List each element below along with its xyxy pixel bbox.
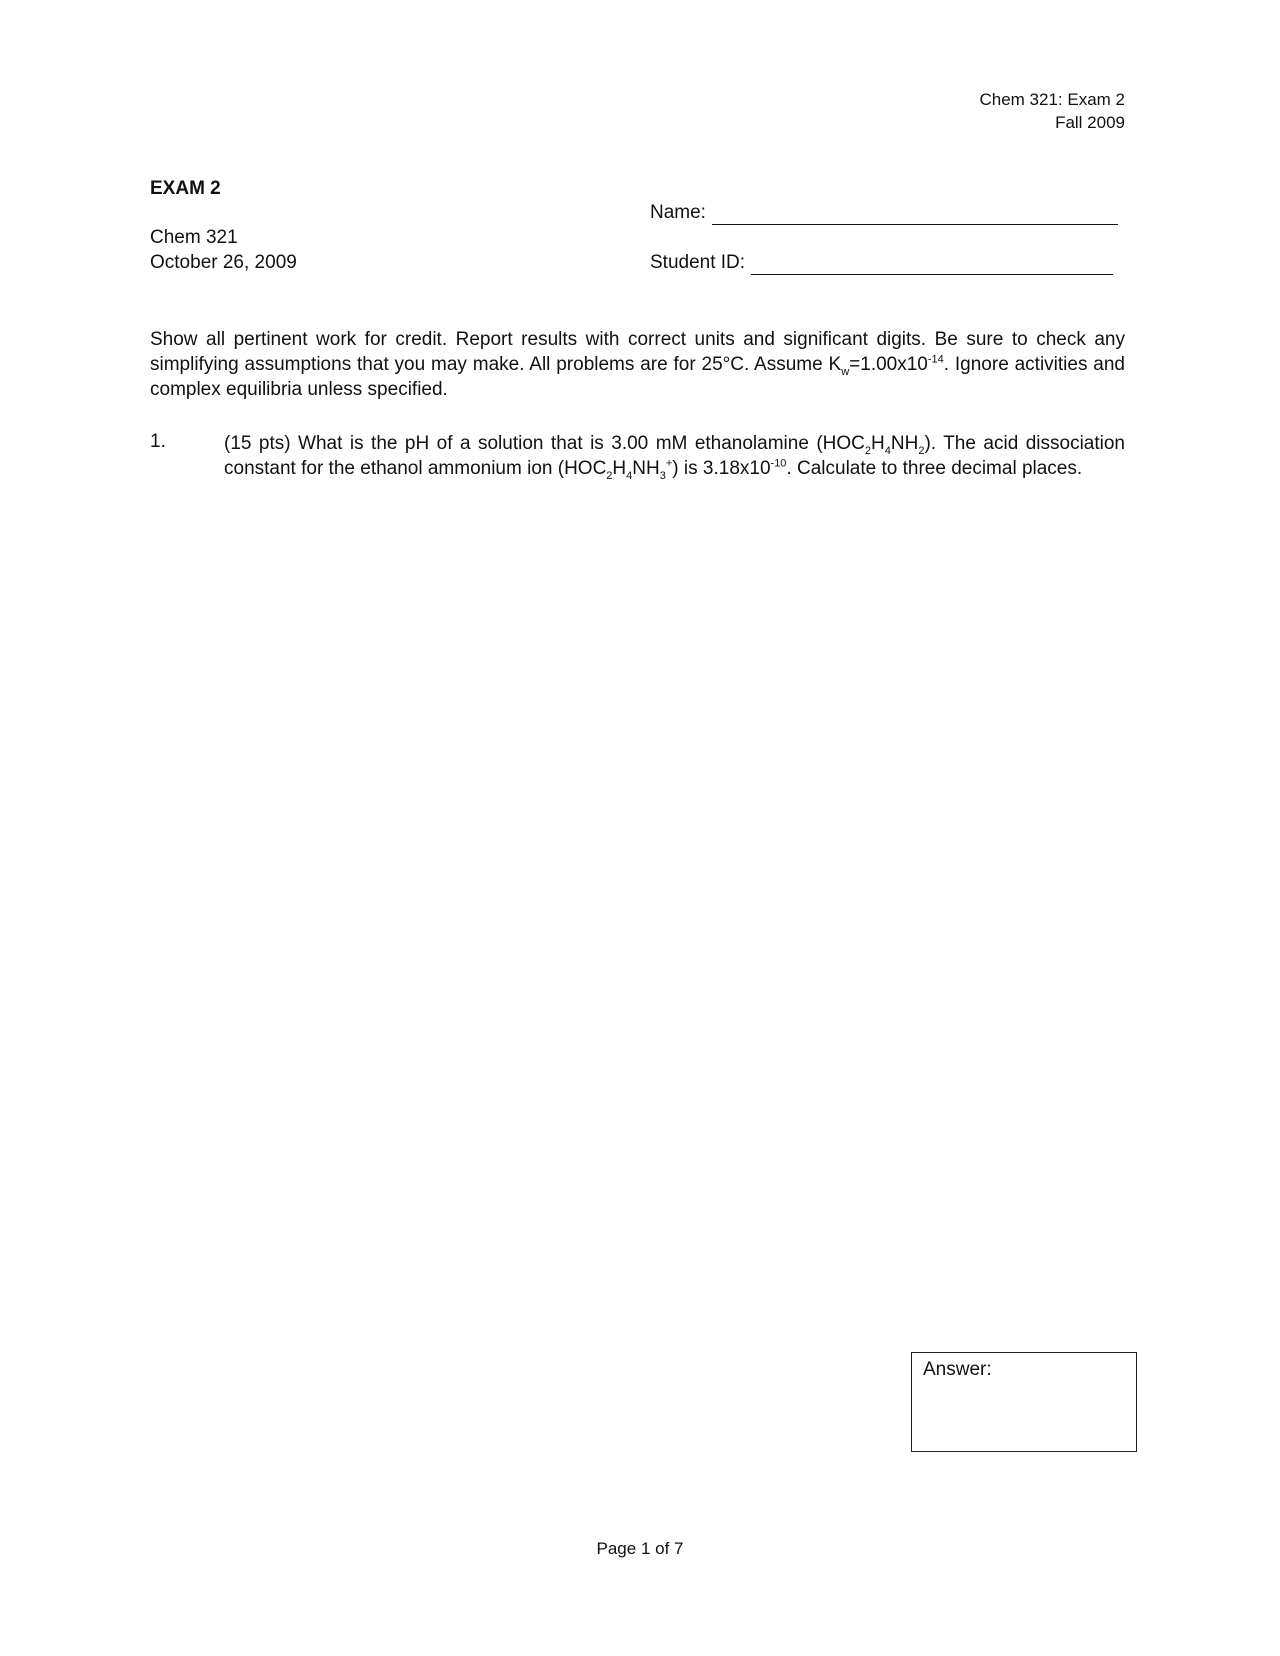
subscript: 2 xyxy=(606,469,613,482)
question-text-part: ) is 3.18x10 xyxy=(672,458,771,479)
student-id-field xyxy=(650,252,1113,275)
subscript: 2 xyxy=(864,444,872,457)
superscript: + xyxy=(665,457,673,470)
exam-date: October 26, 2009 xyxy=(150,252,297,273)
superscript: -10 xyxy=(770,457,787,470)
instructions-text: . Ignore activities and complex equilibria unless specified. xyxy=(150,354,1126,400)
subscript: 2 xyxy=(918,444,925,457)
subscript: 4 xyxy=(884,444,891,457)
name-field xyxy=(650,202,1118,225)
answer-label: Answer: xyxy=(923,1359,992,1380)
question-text-part: H xyxy=(871,433,885,454)
question-text-part: H xyxy=(612,458,627,479)
kw-subscript: w xyxy=(841,365,850,378)
question-text-part: NH xyxy=(890,433,919,454)
course-name: Chem 321 xyxy=(150,227,238,248)
instructions-text: =1.00x10 xyxy=(849,354,928,375)
question-text-part: NH xyxy=(632,458,660,479)
exam-title: EXAM 2 xyxy=(150,178,221,199)
student-id-label: Student ID: xyxy=(650,252,746,273)
instructions xyxy=(150,327,1125,402)
course-header: Chem 321: Exam 2 xyxy=(979,90,1125,109)
instructions-text: Show all pertinent work for credit. Report results with correct units and significant digits. Be sure to check any simplifying assumptions that you may make. All problems are for 25°C. Assume K xyxy=(150,329,1125,375)
page-number: Page 1 of 7 xyxy=(596,1539,684,1558)
question-text-part: ). The acid dissociation constant for the ethanol ammonium ion (HOC xyxy=(224,433,1125,479)
question-text xyxy=(224,431,1125,481)
student-id-blank-line[interactable] xyxy=(751,252,1113,275)
question-number: 1. xyxy=(150,431,166,452)
answer-box[interactable] xyxy=(911,1352,1137,1452)
question-text-part: (15 pts) What is the pH of a solution that is 3.00 mM ethanolamine (HOC xyxy=(224,433,865,454)
subscript: 4 xyxy=(626,469,633,482)
kw-exponent: -14 xyxy=(927,353,944,366)
question-text-part: . Calculate to three decimal places. xyxy=(786,458,1083,479)
term-header: Fall 2009 xyxy=(1055,113,1125,132)
subscript: 3 xyxy=(659,469,666,482)
name-blank-line[interactable] xyxy=(712,202,1118,225)
name-label: Name: xyxy=(650,202,706,223)
